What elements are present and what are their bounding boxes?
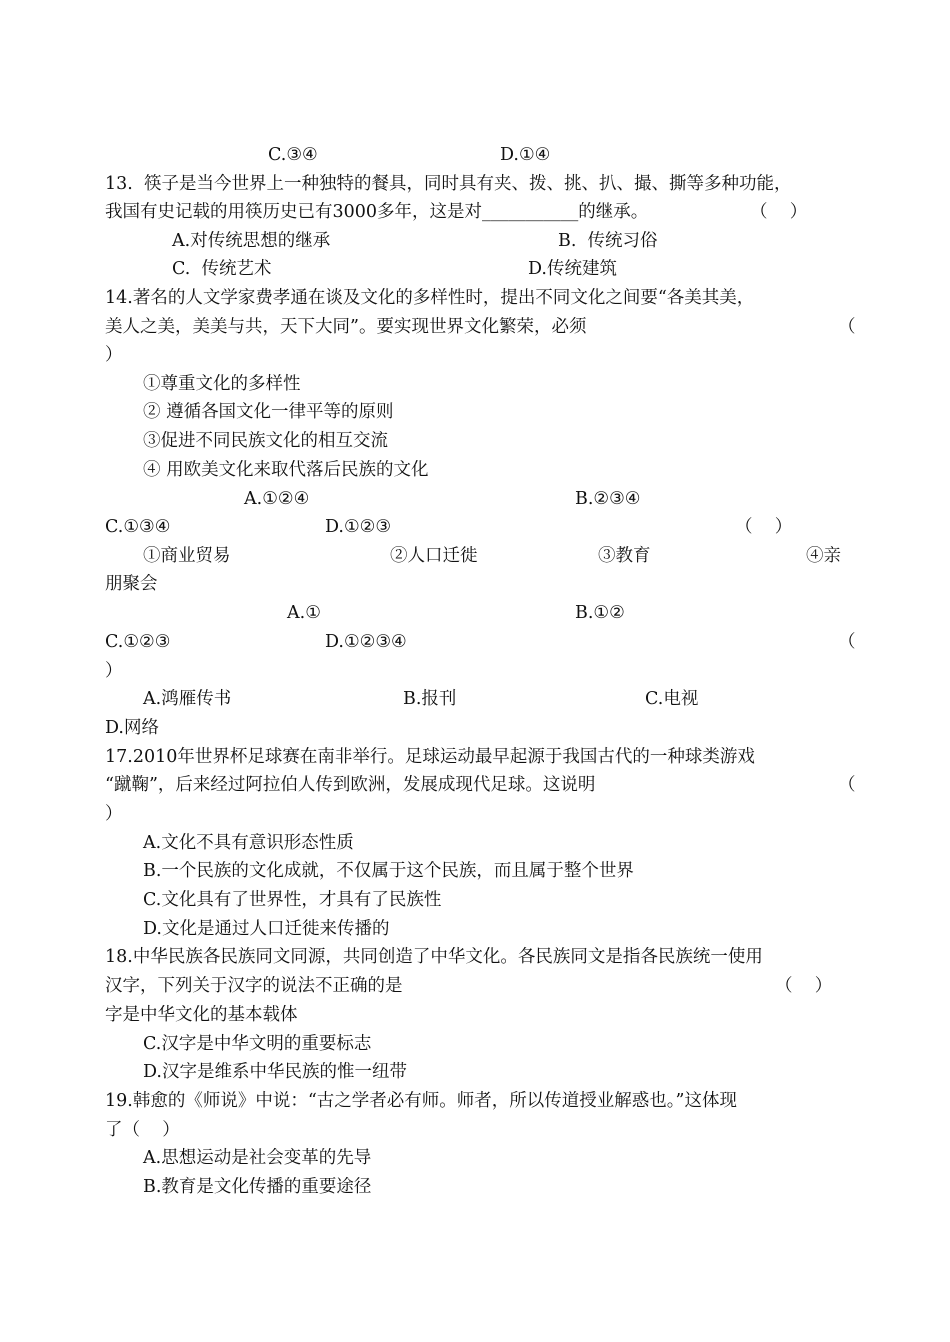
q15-statement-4-start: ④亲: [806, 546, 841, 566]
q14-option-b: B.②③④: [575, 489, 641, 509]
q14-option-d: D.①②③: [325, 517, 392, 537]
q14-stem-line-2: 美人之美，美美与共，天下大同”。要实现世界文化繁荣，必须: [105, 317, 587, 337]
q18-stem-line-1: 18.中华民族各民族同文同源，共同创造了中华文化。各民族同文是指各民族统一使用: [105, 947, 763, 967]
q17-bracket-close: ）: [105, 804, 123, 824]
q19-stem-line-1: 19.韩愈的《师说》中说：“古之学者必有师。师者，所以传道授业解惑也。”这体现: [105, 1091, 737, 1111]
q13-stem-line-1: 13. 筷子是当今世界上一种独特的餐具，同时具有夹、拨、挑、扒、撮、撕等多种功能，: [105, 174, 792, 194]
q13-option-d: D.传统建筑: [528, 259, 617, 279]
q17-option-a: A.文化不具有意识形态性质: [143, 833, 354, 853]
q18-option-d: D.汉字是维系中华民族的惟一纽带: [143, 1062, 407, 1082]
q14-option-a: A.①②④: [244, 489, 310, 509]
q14-statement-4: ④ 用欧美文化来取代落后民族的文化: [143, 460, 429, 480]
q13-answer-bracket: （ ）: [750, 202, 808, 222]
q12-option-d: D.①④: [500, 145, 551, 165]
q16-option-c: C.电视: [645, 689, 699, 709]
q12-option-c: C.③④: [268, 145, 318, 165]
q14-stem-line-1: 14.著名的人文学家费孝通在谈及文化的多样性时，提出不同文化之间要“各美其美，: [105, 288, 755, 308]
q17-stem-line-1: 17.2010年世界杯足球赛在南非举行。足球运动最早起源于我国古代的一种球类游戏: [105, 747, 755, 767]
q14-option-c: C.①③④: [105, 517, 171, 537]
q15-option-a: A.①: [287, 603, 321, 623]
q16-bracket-close: ）: [105, 661, 123, 681]
q14-statement-2: ② 遵循各国文化一律平等的原则: [143, 402, 394, 422]
q13-option-c: C. 传统艺术: [172, 259, 272, 279]
q15-statement-1: ①商业贸易: [143, 546, 231, 566]
q18-option-c: C.汉字是中华文明的重要标志: [143, 1034, 372, 1054]
q19-stem-line-2: 了（ ）: [105, 1120, 180, 1140]
q17-option-d: D.文化是通过人口迁徙来传播的: [143, 919, 390, 939]
q14-statement-1: ①尊重文化的多样性: [143, 374, 301, 394]
q17-stem-line-2: “蹴鞠”，后来经过阿拉伯人传到欧洲，发展成现代足球。这说明: [105, 775, 596, 795]
q16-option-a: A.鸿雁传书: [143, 689, 232, 709]
q15-statement-2: ②人口迁徙: [390, 546, 478, 566]
q14-bracket-close: ）: [105, 345, 123, 365]
q19-option-a: A.思想运动是社会变革的先导: [143, 1148, 372, 1168]
q16-option-d: D.网络: [105, 718, 159, 738]
q14-statement-3: ③促进不同民族文化的相互交流: [143, 431, 388, 451]
q17-bracket-open: （: [838, 775, 856, 795]
q16-bracket-open: （: [838, 632, 856, 652]
q15-option-c: C.①②③: [105, 632, 171, 652]
q15-option-b: B.①②: [575, 603, 625, 623]
q13-option-b: B. 传统习俗: [558, 231, 658, 251]
q13-option-a: A.对传统思想的继承: [172, 231, 331, 251]
q15-statement-4-end: 朋聚会: [105, 574, 158, 594]
q14-bracket-open: （: [838, 317, 856, 337]
q16-option-b: B.报刊: [403, 689, 457, 709]
q18-stem-line-2: 汉字，下列关于汉字的说法不正确的是: [105, 976, 403, 996]
q18-answer-bracket: （ ）: [775, 976, 833, 996]
q17-option-c: C.文化具有了世界性，才具有了民族性: [143, 890, 442, 910]
q17-option-b: B.一个民族的文化成就，不仅属于这个民族，而且属于整个世界: [143, 861, 634, 881]
q15-answer-bracket: （ ）: [735, 517, 793, 537]
q15-option-d: D.①②③④: [325, 632, 407, 652]
q13-stem-line-2: 我国有史记载的用筷历史已有3000多年，这是对___________的继承。: [105, 202, 649, 222]
q18-option-b-fragment: 字是中华文化的基本载体: [105, 1005, 298, 1025]
q15-statement-3: ③教育: [598, 546, 651, 566]
q19-option-b: B.教育是文化传播的重要途径: [143, 1177, 372, 1197]
